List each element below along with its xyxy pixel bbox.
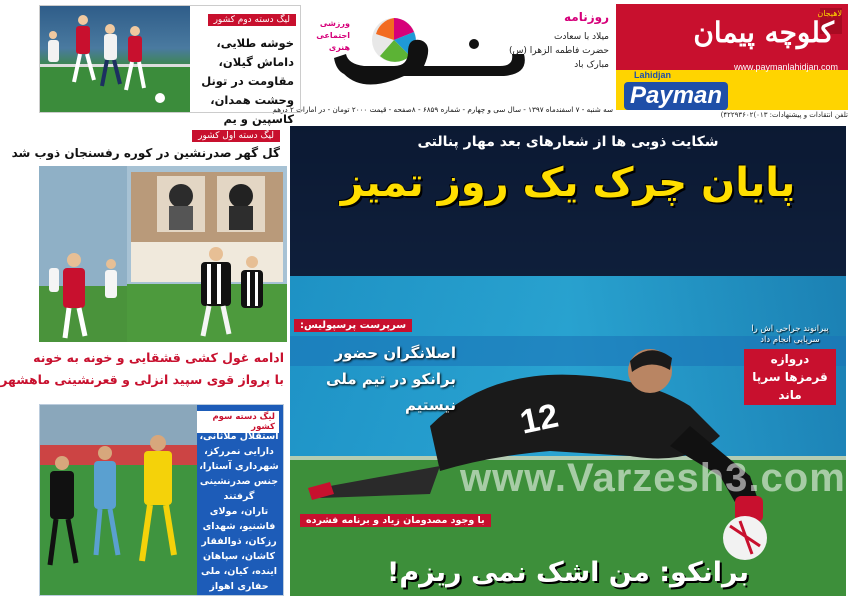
newspaper-logo bbox=[324, 14, 534, 94]
league3-text: استقلال ملاثانی، دارایی نمررکز، شهرداری آستارا، جنس صدرنشینی گرفتند تاران، مولای فاشنیو، شهدای رزکان، ذوالفقار کاشان، سپاهان اینده، کیان، ملی حفاری اهواز جشن پیروزی bbox=[199, 431, 279, 607]
league2-photo bbox=[40, 6, 190, 112]
ad-banner[interactable] bbox=[616, 4, 848, 110]
ad-headline: کلوچه پیمان bbox=[693, 16, 834, 49]
league1-photo bbox=[39, 166, 287, 342]
league2-story[interactable] bbox=[39, 5, 301, 126]
main-headline: پایان چرک یک روز تمیز bbox=[340, 160, 796, 206]
roundup-line-1: ادامه غول کشی قشقایی و خونه به خونه bbox=[33, 350, 284, 365]
ad-brand-name: Payman bbox=[630, 82, 723, 109]
watermark: www.Varzesh3.com bbox=[460, 456, 846, 500]
roundup-line-2: با پرواز قوی سپید انزلی و قعرنشینی ماهشهر bbox=[0, 372, 284, 387]
side-news-title: دروازه قرمزها سرپا ماند bbox=[744, 349, 836, 405]
league1-headline: گل گهر صدرنشین در کوره رفسنجان ذوب شد bbox=[11, 146, 280, 160]
league3-story[interactable] bbox=[39, 404, 284, 607]
league2-text: خوشه طلایی، داماش گیلان، مقاومت در تونل وحشت همدان، کاسپین و یم bbox=[201, 36, 294, 126]
league-roundup[interactable] bbox=[0, 346, 284, 402]
masthead-sub: ورزشی اجتماعی هنری bbox=[316, 19, 350, 52]
ad-url[interactable]: www.paymanlahidjan.com bbox=[733, 62, 838, 72]
league1-kicker: لیگ دسته اول کشور bbox=[192, 130, 280, 142]
league2-kicker: لیگ دسته دوم کشور bbox=[208, 14, 296, 26]
main-kicker: شکایت ذوبی ها از شعارهای بعد مهار پنالتی bbox=[417, 134, 719, 150]
league3-photo bbox=[40, 405, 198, 595]
league3-kicker: لیگ دسته سوم کشور bbox=[197, 411, 279, 433]
masthead bbox=[272, 4, 613, 114]
ad-brand-sub: Lahidjan bbox=[634, 70, 672, 80]
side-news[interactable] bbox=[744, 324, 836, 406]
bottom-kicker: با وجود مصدومان زیاد و برنامه فشرده bbox=[300, 514, 491, 527]
league3-panel bbox=[197, 405, 283, 607]
ad-side-badge: لاهیجان bbox=[820, 8, 842, 34]
bottom-headline: برانکو: من اشک نمی ریزم! bbox=[387, 557, 749, 588]
jersey-number: 12 bbox=[516, 396, 562, 442]
main-story[interactable] bbox=[290, 126, 846, 596]
ad-brand-logo bbox=[624, 70, 728, 110]
masthead-section: روزنامه bbox=[564, 10, 609, 24]
side-news-small: پیرانوند جراحی اش را سرپایی انجام داد bbox=[751, 324, 829, 345]
quote-flag: سرپرست پرسپولیس: bbox=[294, 319, 412, 332]
ad-contact: تلفن انتقادات و پیشنهادات: ۰۱۳)۴۲۲۹۳۶۰۲) bbox=[720, 111, 848, 119]
quote-text: اصلانگران حضور برانکو در تیم ملی نیستیم bbox=[326, 344, 456, 414]
masthead-greeting: میلاد با سعادت حضرت فاطمه الزهرا (س) مبارک باد bbox=[508, 32, 609, 70]
masthead-info-line: سه شنبه - ۷ اسفندماه ۱۳۹۷ - سال سی و چهارم - شماره ۶۸۵۹ - ۸صفحه - قیمت ۲۰۰۰ تومان - در امارات ۲ درهم bbox=[272, 105, 613, 114]
league1-story[interactable] bbox=[11, 118, 284, 343]
